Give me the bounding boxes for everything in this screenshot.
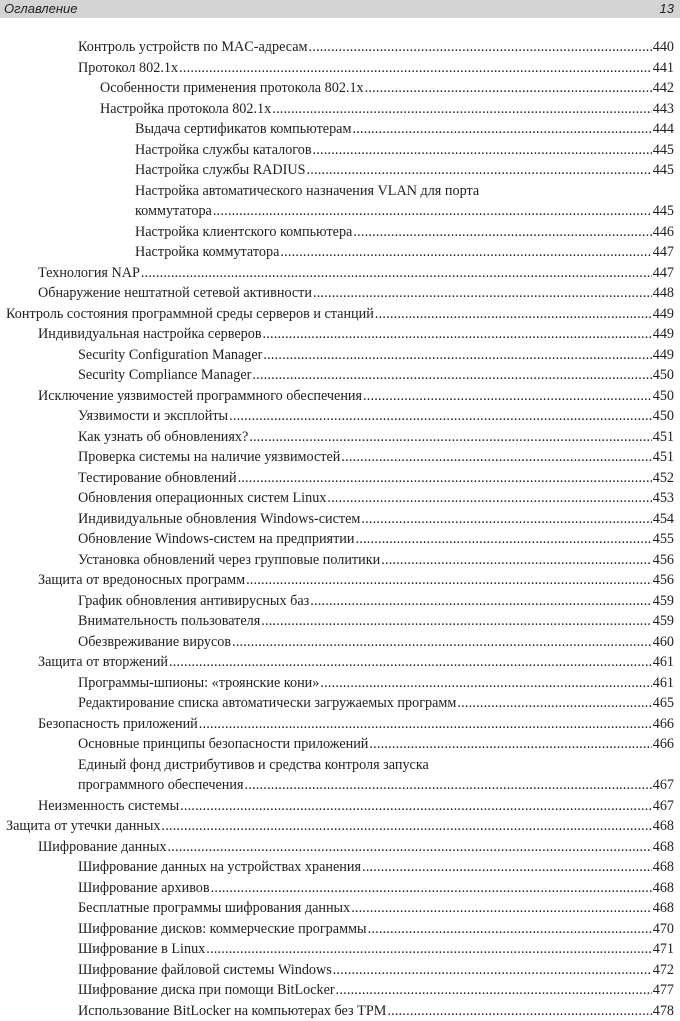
dot-leader bbox=[355, 529, 651, 550]
toc-entry-title: Шифрование диска при помощи BitLocker bbox=[78, 980, 335, 1001]
toc-entry[interactable] bbox=[0, 591, 680, 612]
toc-entry[interactable] bbox=[0, 632, 680, 653]
toc-entry-page: 445 bbox=[653, 160, 674, 181]
toc-entry[interactable] bbox=[0, 714, 680, 735]
toc-entry-page: 465 bbox=[653, 693, 674, 714]
toc-entry[interactable] bbox=[0, 386, 680, 407]
toc-entry-page: 451 bbox=[653, 427, 674, 448]
toc-entry-page: 468 bbox=[653, 878, 674, 899]
toc-entry[interactable] bbox=[0, 447, 680, 468]
toc-entry[interactable] bbox=[0, 837, 680, 858]
toc-entry-page: 461 bbox=[653, 652, 674, 673]
dot-leader bbox=[213, 201, 652, 222]
toc-entry-page: 468 bbox=[653, 898, 674, 919]
dot-leader bbox=[307, 160, 652, 181]
toc-entry-page: 453 bbox=[653, 488, 674, 509]
toc-entry-title: Шифрование данных bbox=[38, 837, 166, 858]
toc-entry-page: 460 bbox=[653, 632, 674, 653]
dot-leader bbox=[333, 960, 652, 981]
toc-entry[interactable] bbox=[0, 673, 680, 694]
toc-entry-page: 459 bbox=[653, 591, 674, 612]
toc-entry[interactable] bbox=[0, 755, 680, 796]
dot-leader bbox=[381, 550, 652, 571]
dot-leader bbox=[352, 119, 651, 140]
toc-entry[interactable] bbox=[0, 693, 680, 714]
dot-leader bbox=[309, 37, 652, 58]
toc-entry-page: 446 bbox=[653, 222, 674, 243]
toc-entry-title: Установка обновлений через групповые политики bbox=[78, 550, 380, 571]
toc-entry-page: 444 bbox=[653, 119, 674, 140]
toc-entry-page: 450 bbox=[653, 365, 674, 386]
toc-entry-title: Security Configuration Manager bbox=[78, 345, 262, 366]
toc-entry-page: 454 bbox=[653, 509, 674, 530]
toc-entry-title: Обновления операционных систем Linux bbox=[78, 488, 326, 509]
toc-entry[interactable] bbox=[0, 796, 680, 817]
toc-entry-title: Единый фонд дистрибутивов и средства контроля запуска bbox=[0, 755, 680, 776]
dot-leader bbox=[167, 837, 651, 858]
toc-entry[interactable] bbox=[0, 181, 680, 222]
toc-entry-title: Программы-шпионы: «троянские кони» bbox=[78, 673, 319, 694]
toc-entry[interactable] bbox=[0, 488, 680, 509]
dot-leader bbox=[272, 99, 651, 120]
toc-entry[interactable] bbox=[0, 960, 680, 981]
toc-entry-title-continuation: программного обеспечения bbox=[78, 775, 244, 796]
dot-leader bbox=[368, 919, 652, 940]
dot-leader bbox=[162, 816, 652, 837]
dot-leader bbox=[180, 796, 652, 817]
dot-leader bbox=[341, 447, 651, 468]
toc-entry-title: Протокол 802.1x bbox=[78, 58, 178, 79]
dot-leader bbox=[169, 652, 652, 673]
toc-entry-page: 461 bbox=[653, 673, 674, 694]
dot-leader bbox=[246, 570, 652, 591]
dot-leader bbox=[362, 857, 652, 878]
toc-entry-title: Бесплатные программы шифрования данных bbox=[78, 898, 350, 919]
toc-entry[interactable] bbox=[0, 99, 680, 120]
toc-entry-title: Внимательность пользователя bbox=[78, 611, 260, 632]
toc-entry-title: Обезвреживание вирусов bbox=[78, 632, 231, 653]
toc-entry-title: Защита от вторжений bbox=[38, 652, 168, 673]
toc-entry[interactable] bbox=[0, 37, 680, 58]
toc-entry[interactable] bbox=[0, 427, 680, 448]
toc-entry-page: 442 bbox=[653, 78, 674, 99]
toc-entry-title: Контроль устройств по MAC-адресам bbox=[78, 37, 308, 58]
toc-entry-title: Индивидуальные обновления Windows-систем bbox=[78, 509, 360, 530]
toc-entry[interactable] bbox=[0, 119, 680, 140]
toc-entry-page: 472 bbox=[653, 960, 674, 981]
toc-entry[interactable] bbox=[0, 304, 680, 325]
toc-entry-page: 440 bbox=[653, 37, 674, 58]
toc-entry-page: 452 bbox=[653, 468, 674, 489]
toc-entry[interactable] bbox=[0, 406, 680, 427]
dot-leader bbox=[387, 1001, 651, 1021]
dot-leader bbox=[245, 775, 652, 796]
toc-entry-page: 443 bbox=[653, 99, 674, 120]
toc-entry-page: 468 bbox=[653, 837, 674, 858]
dot-leader bbox=[361, 509, 651, 530]
dot-leader bbox=[141, 263, 652, 284]
toc-entry-title: Тестирование обновлений bbox=[78, 468, 237, 489]
dot-leader bbox=[261, 611, 651, 632]
toc-entry[interactable] bbox=[0, 550, 680, 571]
toc-entry-title: Шифрование архивов bbox=[78, 878, 210, 899]
toc-entry-page: 466 bbox=[653, 714, 674, 735]
toc-entry-title: Настройка протокола 802.1x bbox=[100, 99, 271, 120]
dot-leader bbox=[199, 714, 652, 735]
toc-entry-page: 447 bbox=[653, 263, 674, 284]
toc-entry-title: Шифрование в Linux bbox=[78, 939, 205, 960]
dot-leader bbox=[280, 242, 651, 263]
toc-entry-page: 456 bbox=[653, 550, 674, 571]
toc-entry[interactable] bbox=[0, 816, 680, 837]
toc-entry-page: 477 bbox=[653, 980, 674, 1001]
toc-entry-title: Настройка клиентского компьютера bbox=[135, 222, 352, 243]
toc-entry-page: 471 bbox=[653, 939, 674, 960]
dot-leader bbox=[252, 365, 651, 386]
dot-leader bbox=[310, 591, 651, 612]
dot-leader bbox=[211, 878, 652, 899]
toc-entry[interactable] bbox=[0, 509, 680, 530]
toc-entry-page: 449 bbox=[653, 324, 674, 345]
toc-entry[interactable] bbox=[0, 611, 680, 632]
dot-leader bbox=[351, 898, 652, 919]
toc-entry-title: Неизменность системы bbox=[38, 796, 179, 817]
toc-entry-title: Security Compliance Manager bbox=[78, 365, 251, 386]
toc-entry-page: 449 bbox=[653, 304, 674, 325]
toc-entry-title: Уязвимости и эксплойты bbox=[78, 406, 228, 427]
dot-leader bbox=[313, 283, 652, 304]
toc-entry[interactable] bbox=[0, 734, 680, 755]
dot-leader bbox=[179, 58, 652, 79]
toc-entry-title: Редактирование списка автоматически загружаемых программ bbox=[78, 693, 456, 714]
toc-entry-page: 445 bbox=[653, 201, 674, 222]
toc-entry-page: 450 bbox=[653, 406, 674, 427]
table-of-contents bbox=[0, 37, 680, 1021]
toc-entry-title: Как узнать об обновлениях? bbox=[78, 427, 248, 448]
dot-leader bbox=[313, 140, 652, 161]
toc-entry-page: 456 bbox=[653, 570, 674, 591]
toc-entry[interactable] bbox=[0, 652, 680, 673]
dot-leader bbox=[327, 488, 651, 509]
toc-entry[interactable] bbox=[0, 345, 680, 366]
dot-leader bbox=[206, 939, 651, 960]
toc-entry-title: Настройка службы каталогов bbox=[135, 140, 312, 161]
dot-leader bbox=[375, 304, 652, 325]
toc-entry-title: Индивидуальная настройка серверов bbox=[38, 324, 262, 345]
toc-entry-title: Шифрование дисков: коммерческие программы bbox=[78, 919, 367, 940]
toc-entry-title: Обновление Windows-систем на предприятии bbox=[78, 529, 354, 550]
toc-entry[interactable] bbox=[0, 263, 680, 284]
toc-entry-title: Защита от утечки данных bbox=[6, 816, 161, 837]
toc-entry-page: 450 bbox=[653, 386, 674, 407]
toc-entry[interactable] bbox=[0, 570, 680, 591]
toc-entry-page: 448 bbox=[653, 283, 674, 304]
toc-entry-page: 445 bbox=[653, 140, 674, 161]
toc-entry[interactable] bbox=[0, 1001, 680, 1021]
toc-entry[interactable] bbox=[0, 58, 680, 79]
dot-leader bbox=[229, 406, 652, 427]
toc-entry[interactable] bbox=[0, 898, 680, 919]
toc-entry-title: Технология NAP bbox=[38, 263, 140, 284]
toc-entry-title: Безопасность приложений bbox=[38, 714, 198, 735]
toc-entry-title: Особенности применения протокола 802.1x bbox=[100, 78, 364, 99]
toc-entry[interactable] bbox=[0, 857, 680, 878]
toc-entry[interactable] bbox=[0, 468, 680, 489]
toc-entry[interactable] bbox=[0, 140, 680, 161]
toc-entry[interactable] bbox=[0, 939, 680, 960]
page-number: 13 bbox=[660, 1, 674, 16]
toc-entry-title: Контроль состояния программной среды серверов и станций bbox=[6, 304, 374, 325]
toc-entry[interactable] bbox=[0, 78, 680, 99]
toc-entry-page: 467 bbox=[653, 796, 674, 817]
toc-entry-page: 468 bbox=[653, 816, 674, 837]
toc-entry-page: 451 bbox=[653, 447, 674, 468]
dot-leader bbox=[232, 632, 652, 653]
toc-entry[interactable] bbox=[0, 919, 680, 940]
toc-entry-title: График обновления антивирусных баз bbox=[78, 591, 309, 612]
toc-entry[interactable] bbox=[0, 242, 680, 263]
toc-entry-title: Настройка коммутатора bbox=[135, 242, 279, 263]
toc-entry[interactable] bbox=[0, 365, 680, 386]
dot-leader bbox=[249, 427, 651, 448]
dot-leader bbox=[365, 78, 652, 99]
toc-entry-title: Исключение уязвимостей программного обеспечения bbox=[38, 386, 362, 407]
toc-entry-title: Использование BitLocker на компьютерах без TPM bbox=[78, 1001, 386, 1021]
dot-leader bbox=[263, 324, 652, 345]
toc-entry[interactable] bbox=[0, 160, 680, 181]
toc-entry[interactable] bbox=[0, 324, 680, 345]
toc-entry-page: 470 bbox=[653, 919, 674, 940]
toc-entry-page: 466 bbox=[653, 734, 674, 755]
dot-leader bbox=[320, 673, 651, 694]
toc-entry-page: 459 bbox=[653, 611, 674, 632]
toc-entry-title: Выдача сертификатов компьютерам bbox=[135, 119, 351, 140]
dot-leader bbox=[336, 980, 652, 1001]
dot-leader bbox=[457, 693, 651, 714]
toc-entry-title: Защита от вредоносных программ bbox=[38, 570, 245, 591]
toc-entry-title: Проверка системы на наличие уязвимостей bbox=[78, 447, 340, 468]
running-header-title: Оглавление bbox=[4, 1, 77, 16]
toc-entry-page: 468 bbox=[653, 857, 674, 878]
running-header bbox=[0, 0, 680, 18]
toc-entry-title: Настройка автоматического назначения VLAN для порта bbox=[0, 181, 680, 202]
toc-entry[interactable] bbox=[0, 283, 680, 304]
toc-entry-page: 455 bbox=[653, 529, 674, 550]
toc-entry[interactable] bbox=[0, 529, 680, 550]
toc-entry[interactable] bbox=[0, 980, 680, 1001]
toc-entry-title: Основные принципы безопасности приложений bbox=[78, 734, 368, 755]
toc-entry[interactable] bbox=[0, 222, 680, 243]
dot-leader bbox=[363, 386, 652, 407]
toc-entry-title: Обнаружение нештатной сетевой активности bbox=[38, 283, 312, 304]
dot-leader bbox=[369, 734, 651, 755]
toc-entry-page: 447 bbox=[653, 242, 674, 263]
dot-leader bbox=[238, 468, 652, 489]
dot-leader bbox=[353, 222, 651, 243]
toc-entry-title-continuation: коммутатора bbox=[135, 201, 212, 222]
toc-entry-page: 467 bbox=[653, 775, 674, 796]
toc-entry-title: Шифрование данных на устройствах хранения bbox=[78, 857, 361, 878]
toc-entry-page: 441 bbox=[653, 58, 674, 79]
toc-entry-page: 449 bbox=[653, 345, 674, 366]
toc-entry[interactable] bbox=[0, 878, 680, 899]
toc-entry-title: Настройка службы RADIUS bbox=[135, 160, 306, 181]
toc-entry-page: 478 bbox=[653, 1001, 674, 1021]
toc-entry-title: Шифрование файловой системы Windows bbox=[78, 960, 332, 981]
dot-leader bbox=[263, 345, 651, 366]
